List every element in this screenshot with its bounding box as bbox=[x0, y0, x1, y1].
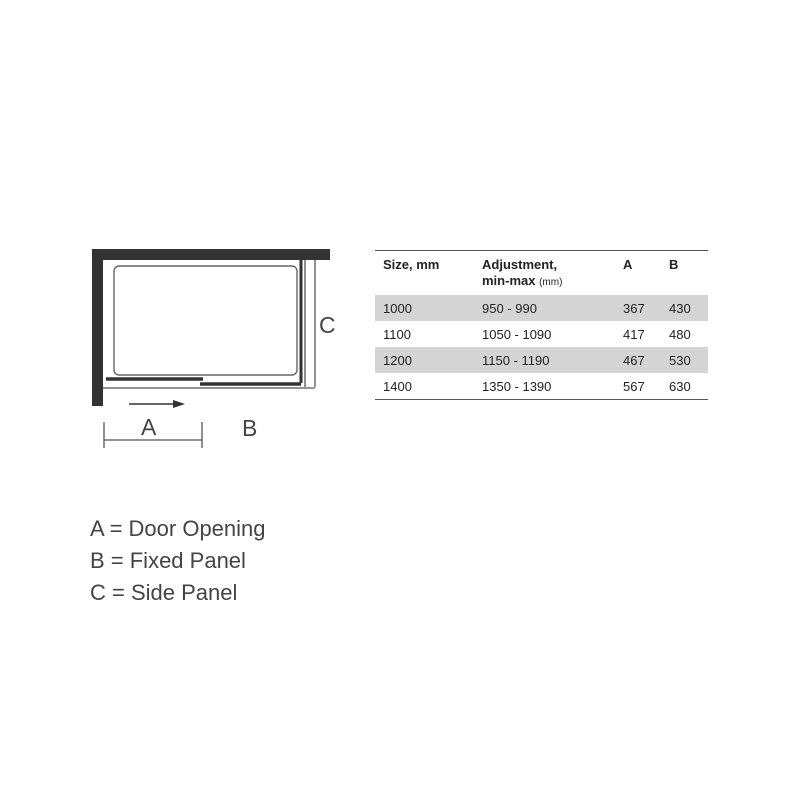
cell-b: 630 bbox=[669, 379, 691, 394]
cell-a: 567 bbox=[623, 379, 645, 394]
cell-a: 417 bbox=[623, 327, 645, 342]
header-adjustment-line1: Adjustment, bbox=[482, 257, 558, 272]
cell-adjustment: 950 - 990 bbox=[482, 301, 537, 316]
table-header-row bbox=[375, 251, 708, 295]
slide-arrow-head bbox=[173, 400, 185, 408]
back-wall bbox=[92, 249, 330, 260]
left-wall bbox=[92, 249, 103, 406]
header-b: B bbox=[669, 257, 679, 272]
cell-size: 1000 bbox=[383, 301, 412, 316]
cell-b: 480 bbox=[669, 327, 691, 342]
header-adjustment-unit: (mm) bbox=[539, 277, 563, 288]
cell-b: 430 bbox=[669, 301, 691, 316]
header-a: A bbox=[623, 257, 633, 272]
label-b: B bbox=[242, 415, 258, 441]
cell-adjustment: 1050 - 1090 bbox=[482, 327, 552, 342]
cell-size: 1200 bbox=[383, 353, 412, 368]
table-body bbox=[375, 295, 708, 399]
table-row bbox=[375, 373, 708, 399]
cell-adjustment: 1150 - 1190 bbox=[482, 353, 550, 368]
cell-b: 530 bbox=[669, 353, 691, 368]
table-row bbox=[375, 321, 708, 347]
cell-size: 1400 bbox=[383, 379, 412, 394]
legend-item-a: A = Door Opening bbox=[90, 516, 266, 541]
legend bbox=[90, 513, 266, 609]
header-size: Size, mm bbox=[383, 257, 440, 272]
table-row bbox=[375, 295, 708, 321]
header-adjustment bbox=[482, 257, 562, 291]
header-adjustment-line2: min-max bbox=[482, 273, 536, 288]
cell-a: 467 bbox=[623, 353, 645, 368]
table-row bbox=[375, 347, 708, 373]
shower-tray bbox=[114, 266, 297, 375]
label-c: C bbox=[319, 312, 336, 338]
label-a: A bbox=[141, 414, 157, 440]
cell-size: 1100 bbox=[383, 327, 411, 342]
size-specification-table bbox=[375, 250, 708, 400]
legend-item-b: B = Fixed Panel bbox=[90, 548, 246, 573]
cell-adjustment: 1350 - 1390 bbox=[482, 379, 552, 394]
legend-item-c: C = Side Panel bbox=[90, 580, 238, 605]
cell-a: 367 bbox=[623, 301, 645, 316]
